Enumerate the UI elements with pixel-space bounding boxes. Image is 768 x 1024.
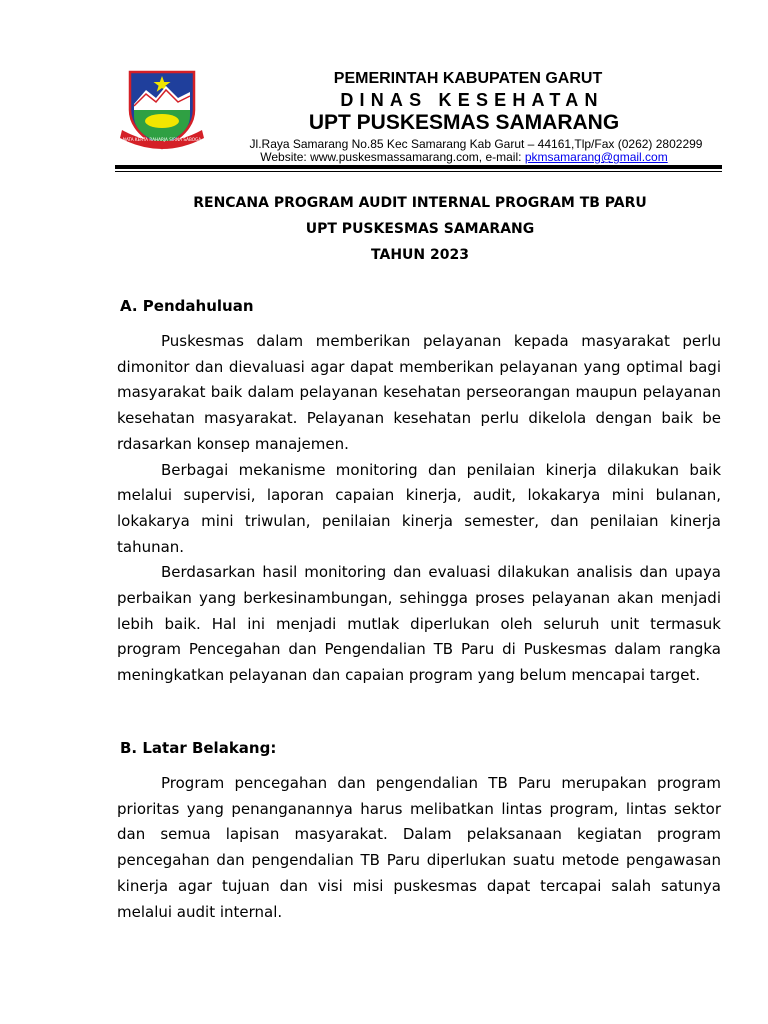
email-link[interactable]: pkmsamarang@gmail.com [524, 150, 668, 164]
section-heading-pendahuluan: A. Pendahuluan [120, 297, 254, 315]
department-name: DINAS KESEHATAN [340, 90, 604, 110]
document-title-line-2: UPT PUSKESMAS SAMARANG [305, 221, 535, 237]
garut-emblem-logo [116, 66, 208, 156]
section-heading-latar-belakang: B. Latar Belakang: [120, 739, 277, 757]
paragraph: Puskesmas dalam memberikan pelayanan kepada masyarakat perlu dimonitor dan dievaluasi agar dapat memberikan pelayanan yang optimal bagi masyarakat baik dalam pelayanan kesehatan perseorangan maupun pelayanan kesehatan masyarakat. Pelayanan kesehatan perlu dikelola dengan baik be rdasarkan konsep manajemen. [117, 332, 721, 453]
letterhead [0, 0, 768, 172]
letterhead-divider-thick [115, 165, 722, 169]
website-text: Website: www.puskesmassamarang.com, e-mail: [260, 150, 525, 164]
paragraph: Program pencegahan dan pengendalian TB Paru merupakan program prioritas yang penanganannya harus melibatkan lintas program, lintas sektor dan semua lapisan masyarakat. Dalam pelaksanaan kegiatan program pencegahan dan pengendalian TB Paru diperlukan suatu metode pengawasan kinerja agar tujuan dan visi misi puskesmas dapat tercapai salah satunya melalui audit internal. [117, 774, 721, 921]
document-title-line-3: TAHUN 2023 [371, 247, 469, 263]
section-body-pendahuluan [117, 329, 721, 689]
emblem-motto: NATA KERTA RAHARJA SIRNA SABOGA [122, 137, 202, 142]
section-body-latar-belakang [117, 771, 721, 925]
government-name: PEMERINTAH KABUPATEN GARUT [333, 70, 603, 87]
unit-name: UPT PUSKESMAS SAMARANG [308, 111, 620, 134]
document-title-line-1: RENCANA PROGRAM AUDIT INTERNAL PROGRAM TB PARU [193, 195, 647, 211]
letterhead-contact [208, 150, 720, 164]
letterhead-address: Jl.Raya Samarang No.85 Kec Samarang Kab Garut – 44161,Tlp/Fax (0262) 2802299 [249, 137, 703, 151]
paragraph: Berbagai mekanisme monitoring dan penilaian kinerja dilakukan baik melalui supervisi, laporan capaian kinerja, audit, lokakarya mini bulanan, lokakarya mini triwulan, penilaian kinerja semester, dan penilaian kinerja tahunan. [117, 460, 721, 556]
letterhead-divider-thin [115, 171, 722, 172]
paragraph: Berdasarkan hasil monitoring dan evaluasi dilakukan analisis dan upaya perbaikan yang berkesinambungan, sehingga proses pelayanan akan menjadi lebih baik. Hal ini menjadi mutlak diperlukan oleh seluruh unit termasuk program Pencegahan dan Pengendalian TB Paru di Puskesmas dalam rangka meningkatkan pelayanan dan capaian program yang belum mencapai target. [117, 563, 721, 685]
